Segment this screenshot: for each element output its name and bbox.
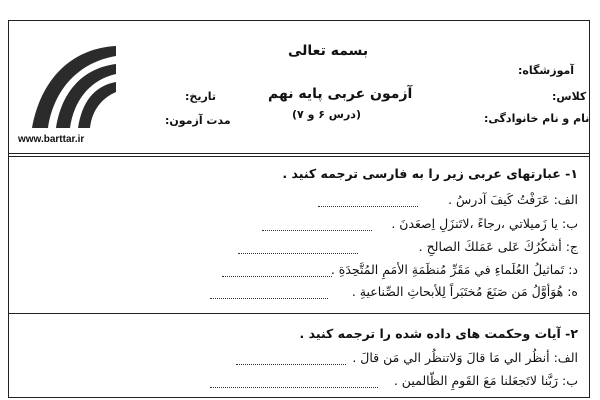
name-label: نام و نام خانوادگی: <box>484 112 590 125</box>
date-label: تاریخ: <box>185 90 217 103</box>
item-1d: د: تَماثيلُ العُلَماءِ في مَقَرِّ مُنظَمَةِ الأمَمِ المُتَّحِدَةِ . <box>330 262 578 277</box>
barttar-logo-icon <box>24 40 124 132</box>
section-divider <box>9 313 589 314</box>
school-label: آموزشگاه: <box>518 64 575 77</box>
item-1e: ه: هُوَأوَّلُ مَن صَنَعَ مُختَبَراً لِلأبحاثِ الصِّناعيةِ . <box>351 284 578 299</box>
answer-line-1d <box>222 276 332 277</box>
question-1: ۱- عبارتهای عربی زیر را به فارسی ترجمه کنید . <box>282 166 578 181</box>
answer-line-1e <box>210 298 328 299</box>
basmala: بسمه تعالی <box>288 43 369 59</box>
header-divider <box>9 153 589 154</box>
answer-line-1c <box>238 253 358 254</box>
item-2b: ب: رَبَّنا لاتَجعَلنا مَعَ القَومِ الظّالمين . <box>393 373 578 388</box>
exam-title: آزمون عربی پایه نهم <box>268 86 413 102</box>
answer-line-1b <box>262 230 372 231</box>
item-1c: ج: أشكُرُكَ عَلى عَمَلكَ الصالحِ . <box>418 239 578 254</box>
question-2: ۲- آیات وحکمت های داده شده را ترجمه کنید . <box>299 326 578 341</box>
duration-label: مدت آزمون: <box>165 114 231 127</box>
class-label: کلاس: <box>552 90 587 103</box>
answer-line-1a <box>318 206 418 207</box>
lessons-label: (درس ۶ و ۷) <box>292 108 361 121</box>
website-url: www.barttar.ir <box>18 134 85 145</box>
answer-line-2a <box>236 364 346 365</box>
header-divider-double <box>9 156 589 157</box>
item-1b: ب: يا زَميلاتي ،رجاءً ،لاتَنزَلِ اِصعَدنَ . <box>391 216 578 231</box>
item-2a: الف: أنظُر الي مَا قالَ وَلاتنظُر الي مَن قالَ . <box>352 350 578 365</box>
item-1a: الف: عَرَفْتُ كَيفَ آدرسُ . <box>448 192 578 207</box>
answer-line-2b <box>210 387 378 388</box>
